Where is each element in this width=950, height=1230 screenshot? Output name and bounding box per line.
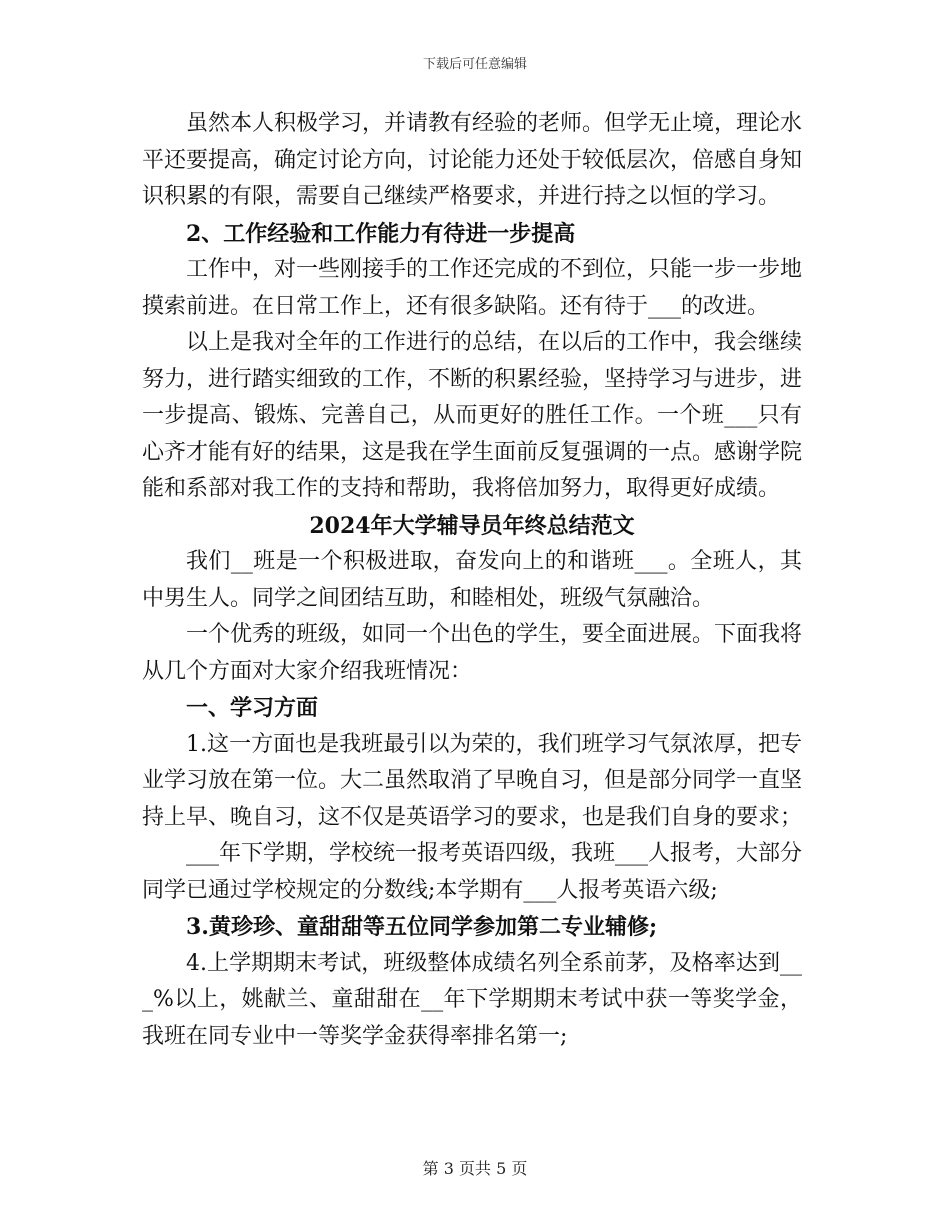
page-footer: 第 3 页共 5 页	[422, 1159, 528, 1178]
paragraph: 虽然本人积极学习，并请教有经验的老师。但学无止境，理论水平还要提高，确定讨论方向，讨论能力还处于较低层次，倍感自身知识积累的有限，需要自己继续严格要求，并进行持之以恒的学习。	[142, 111, 803, 209]
paragraph: 工作中，对一些刚接手的工作还完成的不到位，只能一步一步地摸索前进。在日常工作上，还有很多缺陷。还有待于___的改进。	[142, 257, 803, 319]
paragraph: 我们__班是一个积极进取，奋发向上的和谐班___。全班人，其中男生人。同学之间团结互助，和睦相处，班级气氛融洽。	[142, 549, 802, 611]
section-heading: 2、工作经验和工作能力有待进一步提高	[186, 220, 576, 247]
paragraph: 4.上学期期末考试，班级整体成绩名列全系前茅，及格率达到___%以上，姚献兰、童甜甜在__年下学期期末考试中获一等奖学金，我班在同专业中一等奖学金获得率排名第一;	[142, 950, 802, 1049]
paragraph: ___年下学期，学校统一报考英语四级，我班___人报考，大部分同学已通过学校规定的分数线;本学期有___人报考英语六级;	[142, 841, 803, 903]
paragraph: 一个优秀的班级，如同一个出色的学生，要全面进展。下面我将从几个方面对大家介绍我班情况：	[142, 622, 803, 684]
section-heading: 3.黄珍珍、童甜甜等五位同学参加第二专业辅修;	[186, 914, 658, 940]
paragraph: 1.这一方面也是我班最引以为荣的，我们班学习气氛浓厚，把专业学习放在第一位。大二虽然取消了早晚自习，但是部分同学一直坚持上早、晚自习，这不仅是英语学习的要求，也是我们自身的要求；	[142, 731, 803, 830]
section-heading: 一、学习方面	[186, 695, 319, 721]
document-title: 2024年大学辅导员年终总结范文	[309, 512, 635, 539]
document-body	[142, 106, 802, 1055]
page-header: 下载后可任意编辑	[422, 57, 527, 72]
paragraph: 以上是我对全年的工作进行的总结，在以后的工作中，我会继续努力，进行踏实细致的工作，不断的积累经验，坚持学习与进步，进一步提高、锻炼、完善自己，从而更好的胜任工作。一个班___只有心齐才能有好的结果，这是我在学生面前反复强调的一点。感谢学院能和系部对我工作的支持和帮助，我将倍加努力，取得更好成绩。	[142, 330, 803, 501]
